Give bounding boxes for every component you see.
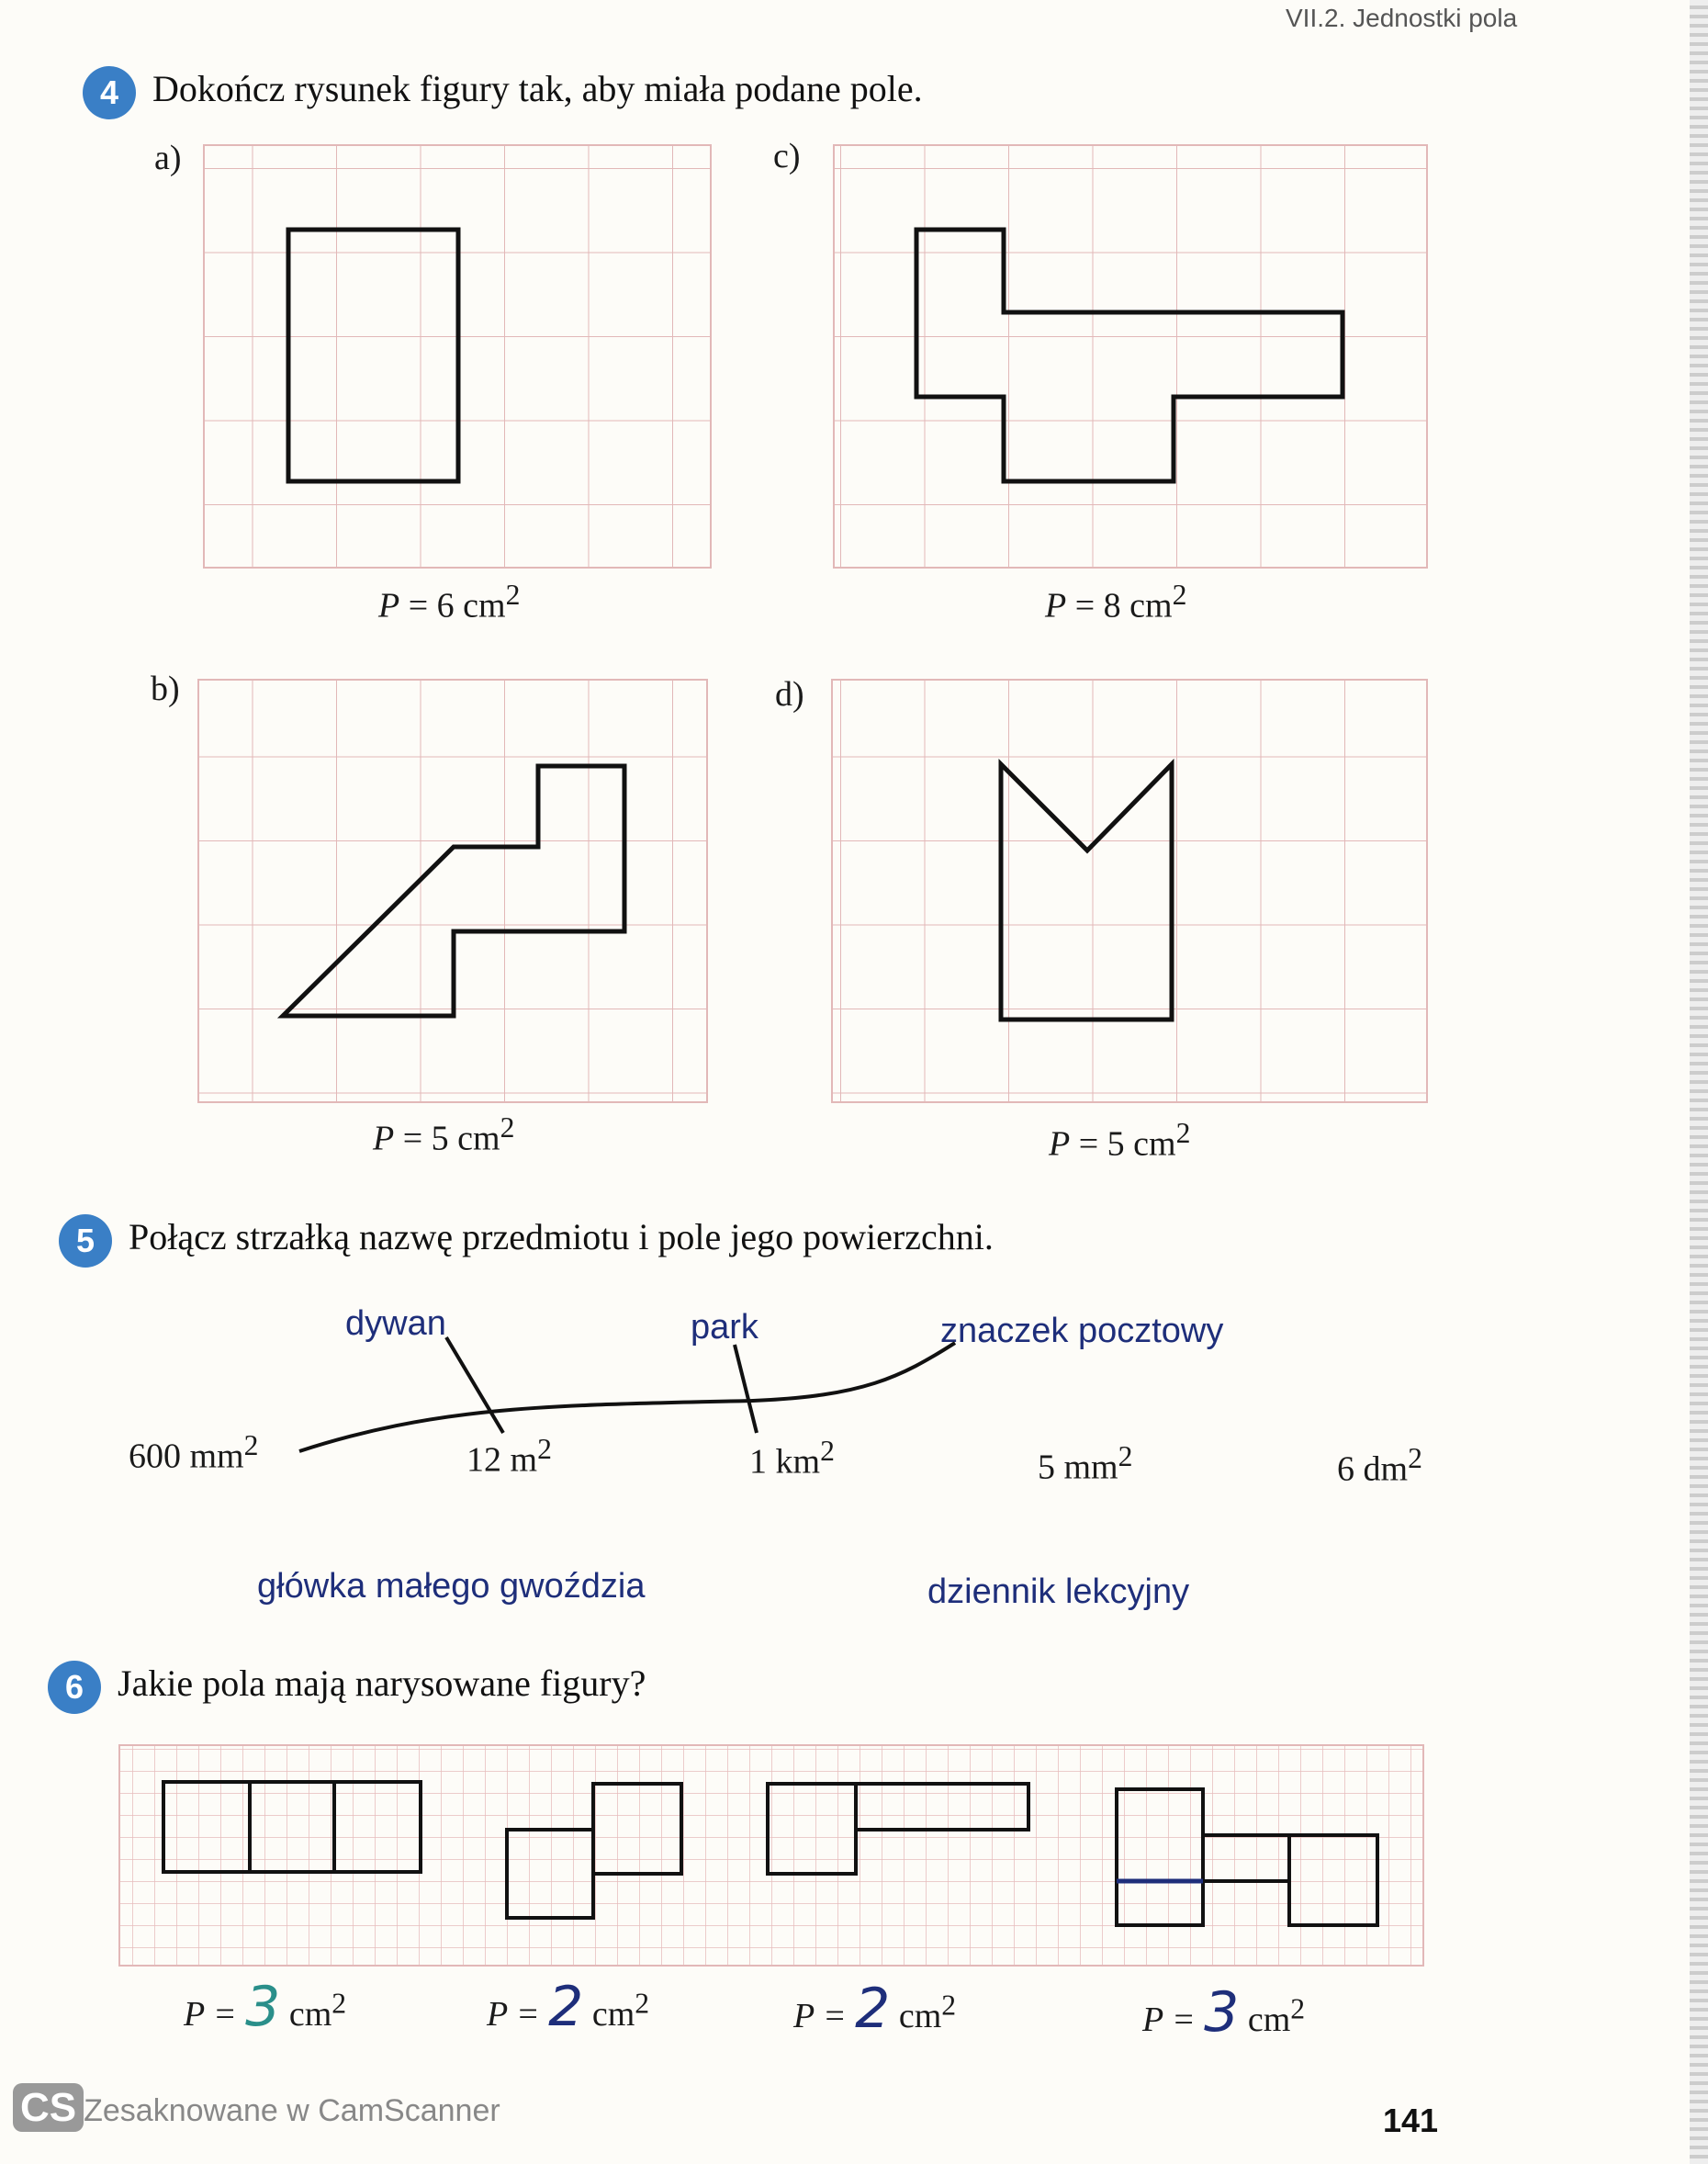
area-b: P = 5 $cm^2$ (373, 1111, 515, 1158)
task4-label-b: b) (151, 670, 180, 708)
object-gwozdz: główka małego gwoździa (257, 1567, 646, 1606)
camscanner-logo: CS (13, 2083, 84, 2132)
grid-d (832, 680, 1427, 1102)
camscanner-text: Zesaknowane w CamScanner (84, 2093, 500, 2128)
task5-instruction: Połącz strzałką nazwę przedmiotu i pole jego powierzchni. (129, 1216, 994, 1258)
task4-instruction: Dokończ rysunek figury tak, aby miała podane pole. (152, 68, 923, 110)
object-znaczek: znaczek pocztowy (940, 1312, 1224, 1350)
task5-heading (59, 1214, 994, 1268)
chapter-header: VII.2. Jednostki pola (1286, 4, 1518, 32)
object-dziennik: dziennik lekcyjny (927, 1572, 1190, 1611)
answer-3: P = 2 $cm^2$ (793, 1977, 957, 2041)
area-a: P = 6 $cm^2$ (378, 579, 521, 626)
camscanner-watermark (13, 2085, 500, 2131)
area-6dm2: 6 $dm^2$ (1337, 1442, 1422, 1489)
answer-2-value: 2 (548, 1975, 584, 2039)
page-number: 141 (1383, 2102, 1439, 2139)
area-12m2: 12 $m^2$ (466, 1433, 552, 1480)
task6-number: 6 (48, 1661, 101, 1714)
area-5mm2: 5 $mm^2$ (1038, 1440, 1133, 1487)
task6-heading (48, 1661, 646, 1714)
area-600mm2: 600 $mm^2$ (129, 1429, 259, 1476)
object-park: park (691, 1308, 758, 1347)
answer-4-value: 3 (1204, 1980, 1240, 2045)
task4-label-d: d) (775, 675, 804, 714)
connector-znaczek-600mm2 (299, 1343, 955, 1451)
task5-number: 5 (59, 1214, 112, 1268)
answer-1-value: 3 (245, 1975, 281, 2039)
task6-instruction: Jakie pola mają narysowane figury? (118, 1662, 646, 1705)
grid-a (204, 145, 711, 568)
area-d: P = 5 $cm^2$ (1049, 1117, 1191, 1164)
connector-park-1km2 (735, 1345, 757, 1433)
connector-dywan-12m2 (446, 1337, 503, 1433)
task4-label-a: a) (154, 139, 182, 177)
task4-number: 4 (83, 66, 136, 119)
answer-1: P = 3 $cm^2$ (184, 1975, 347, 2039)
object-dywan: dywan (345, 1304, 446, 1343)
answer-2: P = 2 $cm^2$ (487, 1975, 650, 2039)
grid-c (834, 145, 1427, 568)
answer-3-value: 2 (855, 1977, 891, 2041)
area-1km2: 1 $km^2$ (749, 1435, 835, 1482)
task6-figures (0, 1727, 1708, 1975)
grid-b (198, 680, 707, 1102)
task5-connectors (0, 1286, 1708, 1525)
answer-4: P = 3 $cm^2$ (1142, 1980, 1306, 2045)
task4-label-c: c) (773, 137, 801, 175)
area-c: P = 8 $cm^2$ (1045, 579, 1187, 626)
